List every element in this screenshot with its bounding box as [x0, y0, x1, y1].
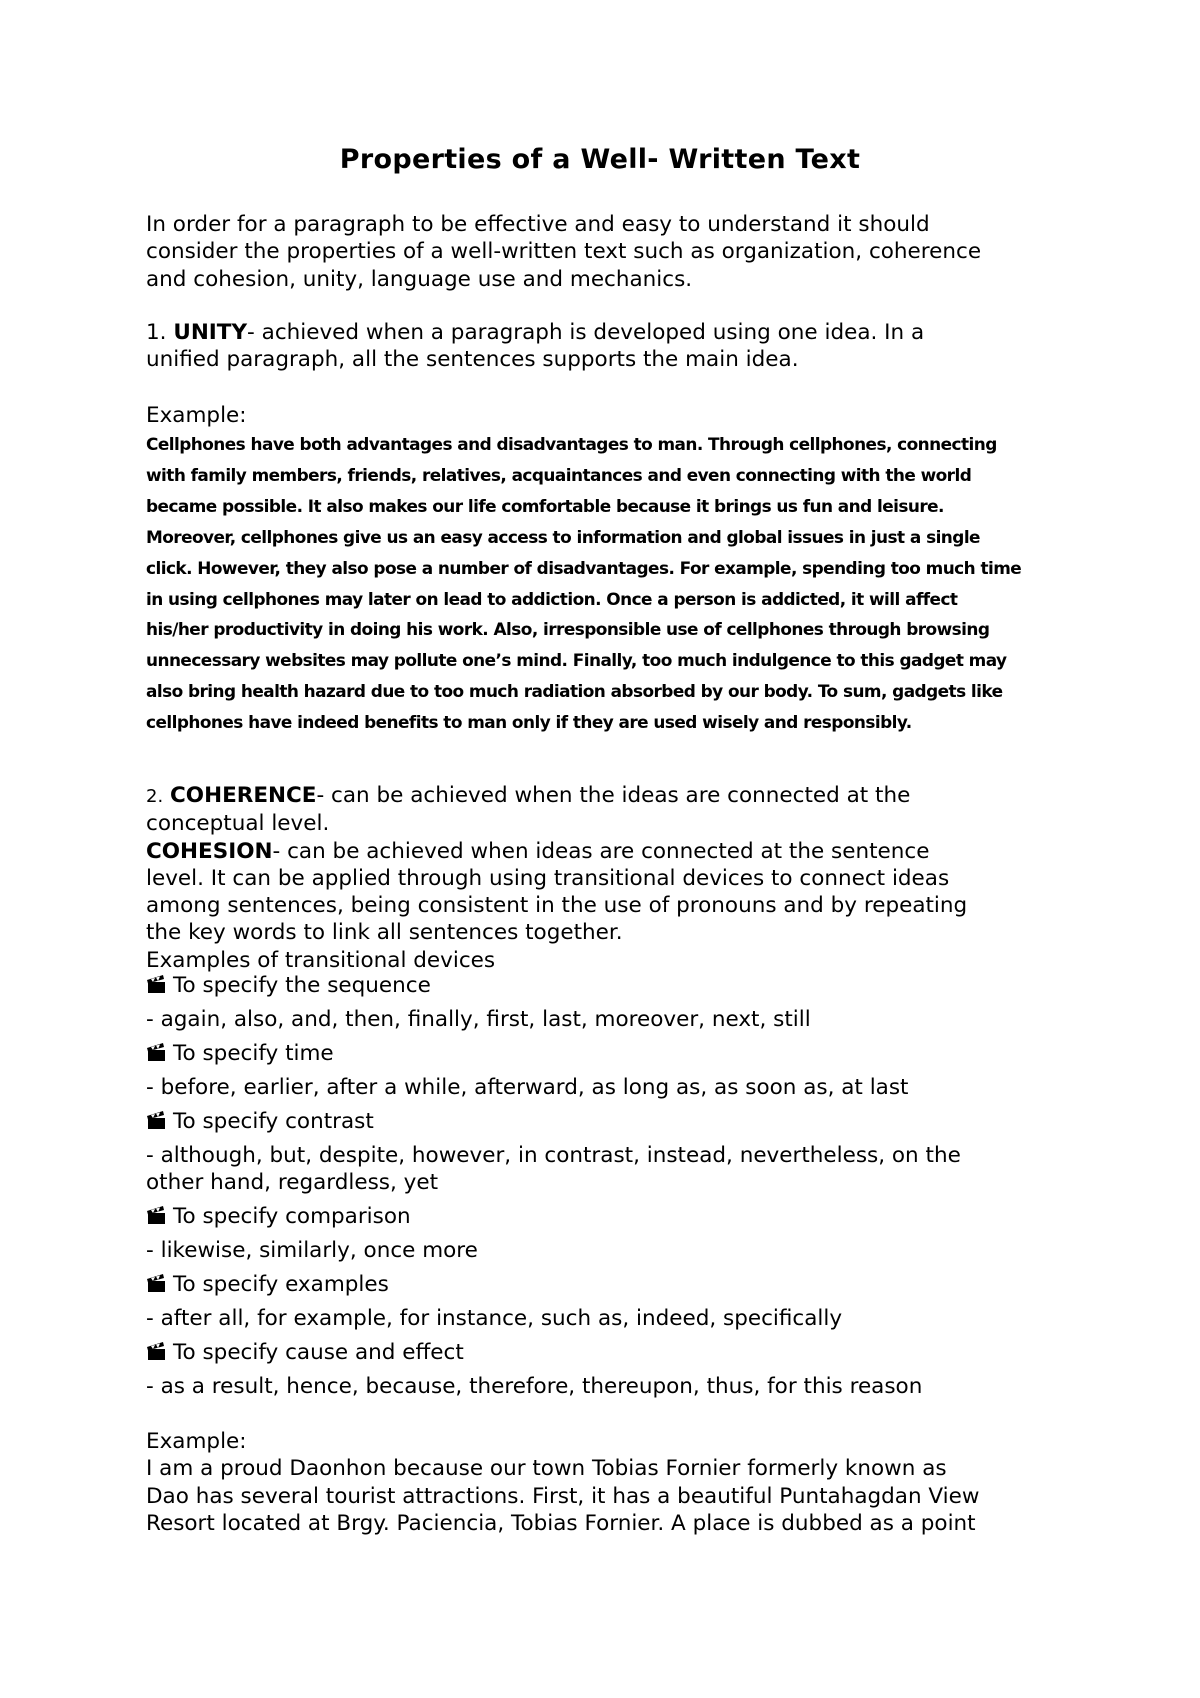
example-line: became possible. It also makes our life comfortable because it brings us fun and leisure.	[146, 495, 944, 516]
device-words: - after all, for example, for instance, such as, indeed, specifically	[146, 1306, 843, 1331]
coherence-number: 2.	[146, 786, 164, 807]
device-words: other hand, regardless, yet	[146, 1170, 439, 1195]
unity-term: UNITY	[173, 320, 248, 345]
example-line: Cellphones have both advantages and disadvantages to man. Through cellphones, connecting	[146, 434, 997, 454]
device-words: - likewise, similarly, once more	[146, 1238, 478, 1263]
example-line: cellphones have indeed benefits to man only if they are used wisely and responsibly.	[146, 712, 912, 733]
example-line: unnecessary websites may pollute one’s mind. Finally, too much indulgence to this gadget may	[146, 650, 1007, 671]
coherence-line-2: conceptual level.	[146, 811, 330, 837]
cohesion-line: among sentences, being consistent in the use of pronouns and by repeating	[146, 893, 968, 919]
device-heading: To specify cause and effect	[173, 1340, 464, 1365]
device-heading: To specify contrast	[173, 1109, 374, 1134]
unity-line-2: unified paragraph, all the sentences supports the main idea.	[146, 347, 799, 373]
devices-heading: Examples of transitional devices	[146, 947, 496, 973]
example-label: Example:	[146, 403, 247, 428]
coherence-cohesion-section	[146, 782, 1076, 974]
device-heading-item	[146, 1105, 1076, 1139]
unity-definition: - achieved when a paragraph is developed using one idea. In a	[247, 320, 925, 345]
unity-section	[146, 319, 1076, 374]
device-heading: To specify time	[173, 1041, 334, 1066]
device-heading-item	[146, 1336, 1076, 1370]
clapperboard-icon	[146, 971, 168, 991]
intro-line: In order for a paragraph to be effective and easy to understand it should	[146, 212, 930, 237]
device-heading: To specify the sequence	[173, 973, 431, 998]
document-title: Properties of a Well- Written Text	[339, 144, 861, 175]
clapperboard-icon	[146, 1270, 168, 1290]
coherence-definition: - can be achieved when the ideas are connected at the	[316, 783, 911, 808]
device-words: - as a result, hence, because, therefore, thereupon, thus, for this reason	[146, 1374, 923, 1399]
example-line: Resort located at Brgy. Paciencia, Tobias Fornier. A place is dubbed as a point	[146, 1510, 976, 1536]
example-line: also bring health hazard due to too much radiation absorbed by our body. To sum, gadgets like	[146, 681, 1003, 702]
clapperboard-icon	[146, 1202, 168, 1222]
example-label: Example:	[146, 1429, 247, 1454]
example-line: in using cellphones may later on lead to addiction. Once a person is addicted, it will affect	[146, 588, 958, 609]
clapperboard-icon	[146, 1338, 168, 1358]
coherence-line-1	[146, 782, 1076, 810]
device-heading: To specify comparison	[173, 1204, 411, 1229]
device-words: - before, earlier, after a while, afterward, as long as, as soon as, at last	[146, 1075, 909, 1100]
clapperboard-icon	[146, 1039, 168, 1059]
example-line: Dao has several tourist attractions. First, it has a beautiful Puntahagdan View	[146, 1483, 980, 1509]
example-line: his/her productivity in doing his work. Also, irresponsible use of cellphones through browsing	[146, 619, 990, 640]
transitional-devices-list	[146, 969, 1076, 1404]
intro-paragraph	[146, 211, 1076, 293]
cohesion-definition: - can be achieved when ideas are connected at the sentence	[272, 838, 930, 864]
intro-line: consider the properties of a well-written text such as organization, coherence	[146, 239, 982, 265]
cohesion-line: level. It can be applied through using transitional devices to connect ideas	[146, 865, 950, 891]
intro-line: and cohesion, unity, language use and mechanics.	[146, 266, 693, 292]
unity-number: 1.	[146, 320, 167, 345]
example-line: I am a proud Daonhon because our town Tobias Fornier formerly known as	[146, 1456, 947, 1482]
example-line: click. However, they also pose a number of disadvantages. For example, spending too much time	[146, 557, 1022, 578]
cohesion-line-1	[146, 838, 1076, 865]
clapperboard-icon	[146, 1107, 168, 1127]
example-line: with family members, friends, relatives, acquaintances and even connecting with the world	[146, 464, 972, 485]
unity-line-1	[146, 319, 1076, 346]
cohesion-example	[146, 1428, 1076, 1537]
coherence-term: COHERENCE	[170, 783, 317, 808]
device-words: - again, also, and, then, finally, first, last, moreover, next, still	[146, 1007, 811, 1032]
device-heading: To specify examples	[173, 1272, 389, 1297]
cohesion-term: COHESION	[146, 838, 273, 864]
device-heading-item	[146, 969, 1076, 1003]
cohesion-line: the key words to link all sentences together.	[146, 920, 623, 946]
device-heading-item	[146, 1200, 1076, 1234]
device-heading-item	[146, 1268, 1076, 1302]
unity-example-paragraph	[146, 429, 1086, 738]
device-heading-item	[146, 1037, 1076, 1071]
device-words: - although, but, despite, however, in contrast, instead, nevertheless, on the	[146, 1143, 961, 1168]
example-line: Moreover, cellphones give us an easy access to information and global issues in just a single	[146, 526, 980, 547]
